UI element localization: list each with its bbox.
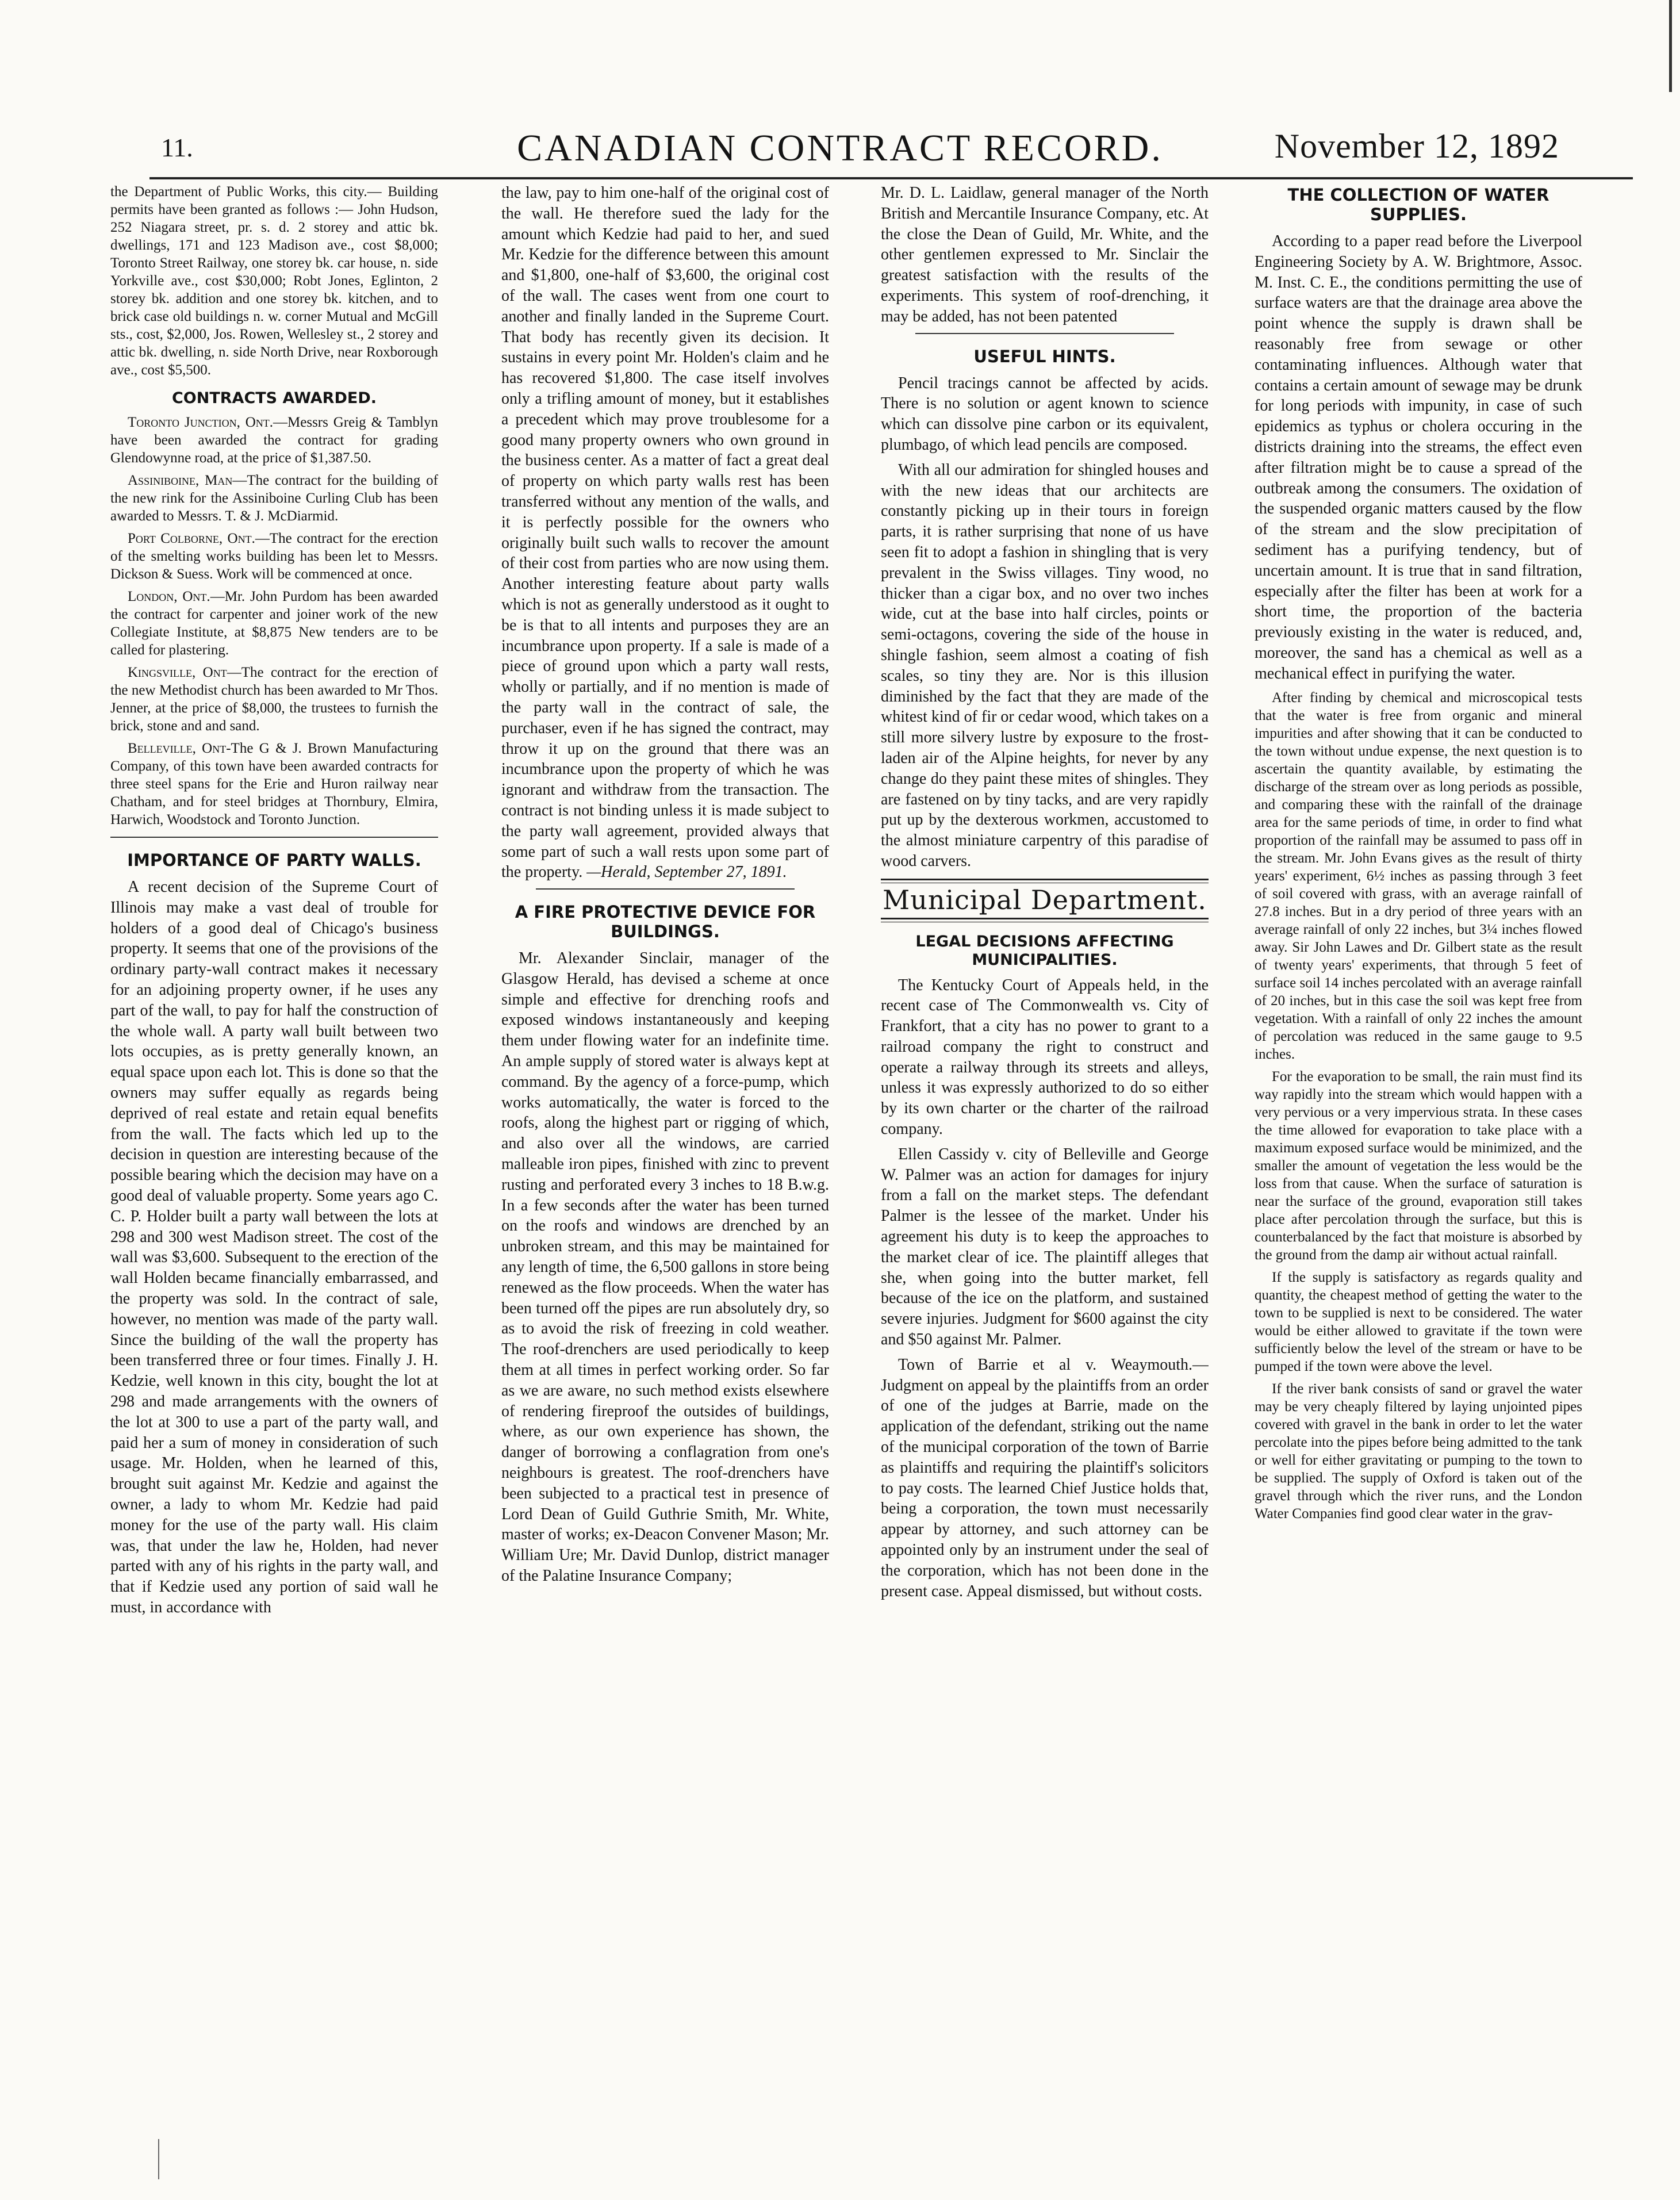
page-number: 11. xyxy=(161,133,193,162)
party-walls-continued-text: the law, pay to him one-half of the original cost of the wall. He therefore sued the lady for the amount which Kedzie had paid to her, and sued Mr. Kedzie for the difference between this amount and $1,800, one-half of $3,600, the original cost of the wall. The cases went from one court to another and finally landed in the Supreme Court. That body has recently given its decision. It sustains in every point Mr. Holden's claim and he has recovered $1,800. The case itself involves only a trifling amount of money, but it establishes a precedent which may prove troublesome for a good many property owners who own ground in the business center. As a matter of fact a great deal of property on which party walls rest has been transferred without any mention of the walls, and it is perfectly possible for the owners who originally built such walls to recover the amount of their cost from parties who are now using them. Another interesting feature about party walls which is not as generally understood as it ought to be is that to all intents and purposes they are an incumbrance upon property. If a sale is made of a piece of ground upon which a party wall rests, wholly or partially, and if no mention is made of the party wall in the contract of sale, the purchaser, even if he has signed the contract, may throw it up on the ground that there was an incumbrance upon the property of which he was ignorant and withdraw from the transaction. The contract is not binding unless it is made subject to the party wall agreement, provided always that some part of such a wall rests upon some part of the property. xyxy=(501,184,829,881)
column-1 xyxy=(110,183,438,2138)
party-walls-source: —Herald, September 27, 1891. xyxy=(586,863,787,881)
contract-place: Kingsville, Ont xyxy=(128,665,227,680)
municipal-department-heading: Municipal Department. xyxy=(883,884,1207,915)
legal-paragraph: Ellen Cassidy v. city of Belleville and George W. Palmer was an action for damages for injury from a fall on the market steps. The defendant Palmer is the lessee of the market. Under his agreement his duty is to keep the approaches to the market clear of ice. The plaintiff alleges that she, when going into the butter market, fell because of the ice on the platform, and sustained severe injuries. Judgment for $600 against the city and $50 against Mr. Palmer. xyxy=(881,1145,1209,1349)
fire-device-continued: Mr. D. L. Laidlaw, general manager of the North British and Mercantile Insurance Company, etc. At the close the Dean of Guild, Mr. White, and the other gentlemen expressed to Mr. Sinclair the greatest satisfaction with the results of the experiments. This system of roof-drenching, it may be added, has not been patented xyxy=(881,184,1209,325)
water-paragraph: If the river bank consists of sand or gravel the water may be very cheaply filtered by laying unjointed pipes covered with gravel in the bank in order to let the water percolate into the pipes before being admitted to the tank or well for either gravitating or pumping to the town to be supplied. The supply of Oxford is taken out of the gravel through which the river runs, and the London Water Companies find good clear water in the grav- xyxy=(1255,1381,1582,1521)
section-divider xyxy=(915,333,1174,334)
issue-date: November 12, 1892 xyxy=(1274,127,1559,165)
contract-place: London, Ont. xyxy=(128,589,210,604)
legal-paragraph: The Kentucky Court of Appeals held, in the recent case of The Commonwealth vs. City of Frankfort, that a city has no power to grant to a railroad company the right to construct and operate a railway through its streets and alleys, unless it was expressly authorized to do so either by its own charter or the charter of the railroad company. xyxy=(881,976,1209,1139)
contract-place: Port Colborne, Ont. xyxy=(128,531,255,546)
contract-text: —Mr. John Purdom has been awarded the contract for carpenter and joiner work of the new Collegiate Institute, at $8,875 New tenders are to be called for plastering. xyxy=(110,589,438,658)
contract-text: —The contract for the erection of the new Methodist church has been awarded to Mr Thos. Jenner, at the price of $8,000, the trustees to furnish the brick, stone and and sand. xyxy=(110,665,438,734)
contract-item xyxy=(110,588,438,659)
contract-item xyxy=(110,739,438,829)
column-2 xyxy=(501,183,829,2138)
building-permits: the Department of Public Works, this city.— Building permits have been granted as follows :— John Hudson, 252 Niagara street, pr. s. d. 2 storey and attic bk. dwellings, 171 and 123 Madison ave., cost $8,000; Toronto Street Railway, one storey bk. car house, n. side Yorkville ave., cost $30,000; Robt Jones, Eglinton, 2 storey bk. addition and one storey bk. kitchen, and to brick case old buildings n. w. corner Mutual and McGill sts., cost, $2,000, Jos. Rowen, Wellesley st., 2 storey and attic bk. dwelling, n. side North Drive, near Roxborough ave., cost $5,500. xyxy=(110,184,438,378)
contract-item xyxy=(110,472,438,525)
water-paragraph: If the supply is satisfactory as regards quality and quantity, the cheapest method of getting the water to the town to be supplied is next to be considered. The water would be either allowed to gravitate if the town were sufficiently below the level of the stream or have to be pumped if the town were above the level. xyxy=(1255,1269,1582,1374)
water-paragraph: After finding by chemical and microscopical tests that the water is free from organic and mineral impurities and after showing that it can be conducted to the town without undue expense, the next question is to ascertain the quantity available, by estimating the discharge of the stream over as long periods as possible, and comparing these with the rainfall of the drainage area for the same periods of time, in order to find what proportion of the rainfall may be assumed to pass off in the stream. Mr. John Evans gives as the result of thirty years' experiment, 6½ inches as passing through 3 feet of soil covered with grass, with an average rainfall of 27.8 inches. But in a dry period of three years with an average rainfall of only 22 inches, but 3¼ inches flowed away. Sir John Lawes and Dr. Gilbert state as the result of twenty years' experiments, that through 5 feet of surface soil 14 inches percolated with an average rainfall of 20 inches, but in this case the soil was kept free from vegetation. With a rainfall of only 22 inches the amount of percolation was reduced in the same gauge to 9.5 inches. xyxy=(1255,689,1582,1062)
publication-title: CANADIAN CONTRACT RECORD. xyxy=(517,127,1163,169)
section-divider xyxy=(536,888,795,890)
water-supplies-heading: THE COLLECTION OF WATER SUPPLIES. xyxy=(1287,185,1549,224)
contract-item xyxy=(110,664,438,735)
page-header xyxy=(23,121,1657,173)
column-3 xyxy=(881,183,1209,2138)
contract-place: Toronto Junction, Ont. xyxy=(128,415,274,430)
department-rule xyxy=(881,879,1209,883)
fire-device-paragraph: Mr. Alexander Sinclair, manager of the Glasgow Herald, has devised a scheme at once simple and effective for drenching roofs and exposed windows instantaneously and keeping them under flowing water for an indefinite time. An ample supply of stored water is always kept at command. By the agency of a force-pump, which works automatically, the water is forced to the roofs, along the highest part or rigging of which, and also over all the windows, are carried malleable iron pipes, finished with zinc to prevent rusting and perforated every 3 inches to 18 B.w.g. In a few seconds after the water has been turned on the roofs and windows are drenched by an unbroken stream, and this may be maintained for any length of time, the 6,500 gallons in store being renewed as the flow proceeds. When the water has been turned off the pipes are run absolutely dry, so as to avoid the risk of freezing in cold weather. The roof-drenchers are used periodically to keep them at all times in perfect working order. So far as we are aware, no such method exists elsewhere of rendering fireproof the outsides of buildings, where, as our own experience has shown, the danger of borrowing a conflagration from one's neighbours is greatest. The roof-drenchers have been subjected to a practical test in presence of Lord Dean of Guild Guthrie Smith, Mr. White, master of works; ex-Deacon Convener Mason; Mr. William Ure; Mr. David Dunlop, district manager of the Palatine Insurance Company; xyxy=(501,949,829,1585)
contract-text: —Messrs Greig & Tamblyn have been awarded the contract for grading Glendowynne road, at the price of $1,387.50. xyxy=(110,415,438,466)
contract-place: Assiniboine, Man xyxy=(128,473,233,488)
margin-mark xyxy=(158,2139,159,2179)
page-edge-mark xyxy=(1669,0,1672,92)
party-walls-continued xyxy=(501,183,829,883)
contract-text: —The contract for the building of the new rink for the Assiniboine Curling Club has been awarded to Messrs. T. & J. McDiarmid. xyxy=(110,473,438,524)
contracts-awarded-heading: CONTRACTS AWARDED. xyxy=(171,389,377,407)
water-paragraph: According to a paper read before the Liverpool Engineering Society by A. W. Brightmore, Assoc. M. Inst. C. E., the conditions permitting the use of surface waters are that the drainage area above the point whence the supply is drawn shall be reasonably free from sewage or other contaminating influences. Although water that contains a certain amount of sewage may be drunk for long periods with impunity, in case of such epidemics as typhus or cholera occuring in the districts draining into the streams, the effect even after filtration might be to cause a spread of the outbreak among the consumers. The oxidation of the suspended organic matters caused by the flow of the stream and the slow precipitation of sediment has a purifying tendency, but of uncertain amount. It is true that in sand filtration, especially after the filter has been at work for a short time, the proportion of the bacteria previously existing in the water is reduced, and, moreover, the sand has a chemical as well as a mechanical effect in purifying the water. xyxy=(1255,232,1582,683)
department-rule xyxy=(881,918,1209,922)
contract-place: Belleville, Ont xyxy=(128,741,227,756)
water-paragraph: For the evaporation to be small, the rain must find its way rapidly into the stream which would happen with a very pervious or a very impervious strata. In these cases the time allowed for evaporation to take place with a maximum exposed surface would be minimized, and the smaller the amount of vegetation the less would be the loss from that cause. When the surface of saturation is near the surface of the ground, evaporation still takes place after percolation through the surface, but this is counterbalanced by the fact that moisture is absorbed by the ground from the damp air without actual rainfall. xyxy=(1255,1068,1582,1263)
party-walls-heading: IMPORTANCE OF PARTY WALLS. xyxy=(127,850,421,870)
hints-paragraph: With all our admiration for shingled houses and with the new ideas that our architects are constantly picking up in their tours in foreign parts, it is rather surprising that none of us have seen fit to adopt a fashion in shingling that is very prevalent in the Swiss villages. Tiny wood, no thicker than a cigar box, and no over two inches wide, cut at the base into half circles, points or semi-octagons, covering the side of the house in shingle fashion, seem almost a coating of fish scales, so tiny they are. Nor is this illusion diminished by the fact that they are made of the whitest kind of fir or cedar wood, which takes on a still more silvery lustre by exposure to the frost-laden air of the Alpine heights, for never by any change do they paint these mites of shingles. They are fastened on by tiny tacks, and are very rapidly put up by the dexterous workmen, accustomed to the almost miniature carpentry of this paradise of wood carvers. xyxy=(881,461,1209,870)
fire-device-heading: A FIRE PROTECTIVE DEVICE FOR BUILDINGS. xyxy=(515,902,816,942)
header-rule xyxy=(149,177,1633,179)
contract-item xyxy=(110,413,438,467)
legal-decisions-heading: LEGAL DECISIONS AFFECTING MUNICIPALITIES. xyxy=(915,932,1174,969)
section-divider xyxy=(110,837,438,838)
hints-paragraph: Pencil tracings cannot be affected by acids. There is no solution or agent known to science which can dissolve pine carbon or its equivalent, plumbago, of which lead pencils are composed. xyxy=(881,374,1209,454)
column-4 xyxy=(1255,183,1582,2138)
party-walls-paragraph: A recent decision of the Supreme Court of Illinois may make a vast deal of trouble for holders of a good deal of Chicago's business property. It seems that one of the provisions of the ordinary party-wall contract makes it necessary for an adjoining property owner, if he uses any part of the wall, to pay for half the construction of the whole wall. A party wall built between two lots occupies, as is pretty generally known, an equal space upon each lot. This is done so that the owners may suffer equally as regards being deprived of real estate and retain equal benefits from the wall. The facts which led up to the decision in question are interesting because of the possible bearing which the decision may have on a good deal of valuable property. Some years ago C. C. P. Holder built a party wall between the lots at 298 and 300 west Madison street. The cost of the wall was $3,600. Subsequent to the erection of the wall Holden became financially embarrassed, and the property was sold. In the contract of sale, however, no mention was made of the party wall. Since the building of the wall the property has been transferred three or four times. Finally J. H. Kedzie, well known in this city, bought the lot at 298 and made arrangements with the owners of the lot at 300 to use a part of the party wall, and paid her a sum of money in consideration of such usage. Mr. Holden, when he learned of this, brought suit against Mr. Kedzie and against the owner, a lady to whom Mr. Kedzie had paid money for the use of the party wall. His claim was, that under the law he, Holden, had never parted with any of his rights in the party wall, and that if Kedzie used any portion of said wall he must, in accordance with xyxy=(110,878,438,1616)
contract-text: -The G & J. Brown Manufacturing Company, of this town have been awarded contracts for three steel spans for the Erie and Huron railway near Chatham, and for steel bridges at Thornbury, Elmira, Harwich, Woodstock and Toronto Junction. xyxy=(110,741,438,827)
legal-paragraph: Town of Barrie et al v. Weaymouth.— Judgment on appeal by the plaintiffs from an order of one of the judges at Barrie, made on the application of the defendant, striking out the name of the municipal corporation of the town of Barrie as plaintiffs and requiring the plaintiff's solicitors to pay costs. The learned Chief Justice holds that, being a corporation, the town must necessarily appear by attorney, and such attorney can be appointed only by an instrument under the seal of the corporation, which has not been done in the present case. Appeal dismissed, but without costs. xyxy=(881,1355,1209,1600)
contract-text: —The contract for the erection of the smelting works building has been let to Messrs. Dickson & Suess. Work will be commenced at once. xyxy=(110,531,438,582)
contract-item xyxy=(110,530,438,583)
useful-hints-heading: USEFUL HINTS. xyxy=(973,346,1116,366)
